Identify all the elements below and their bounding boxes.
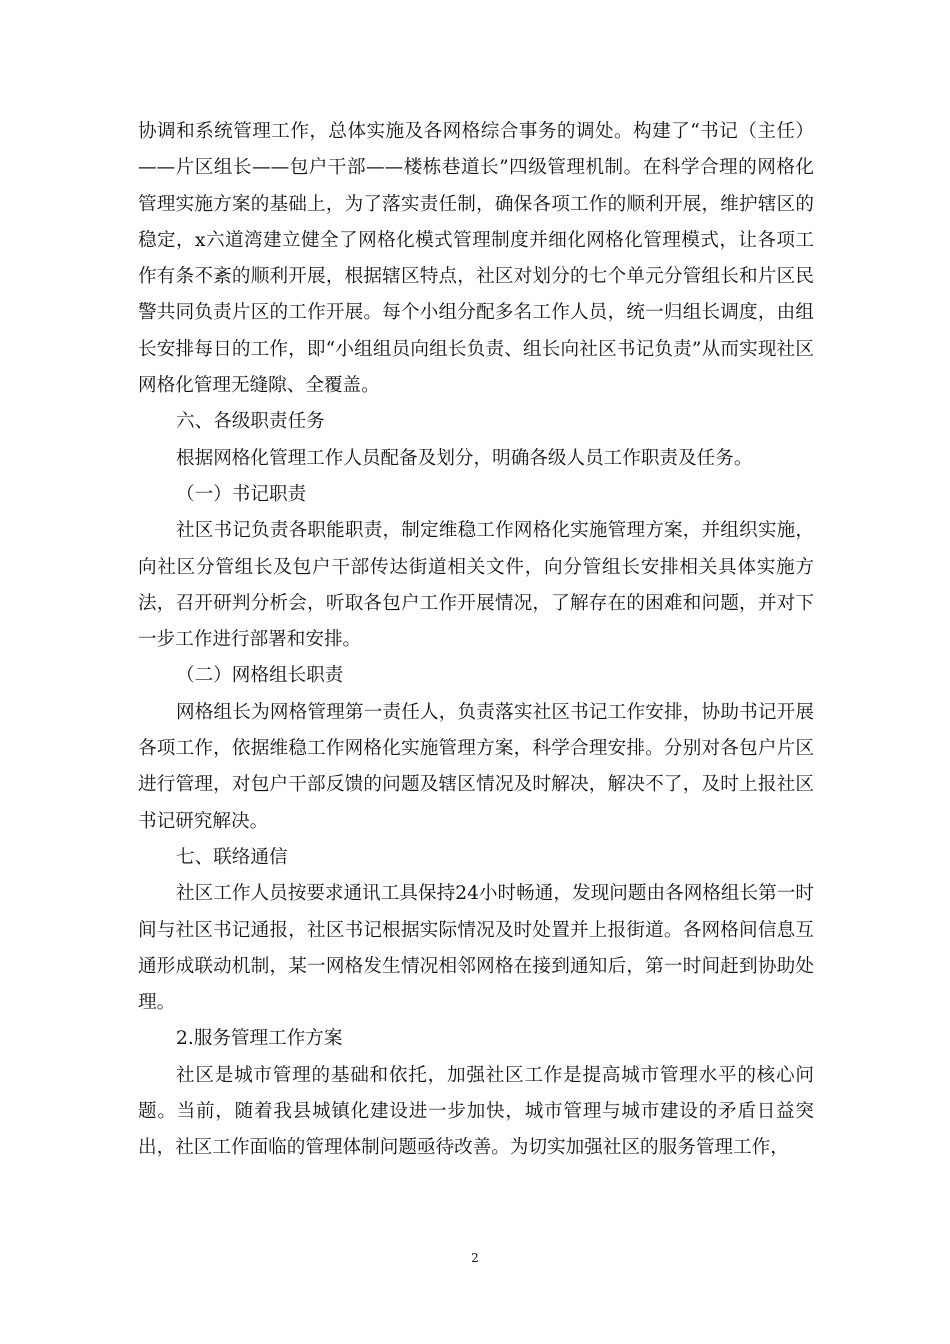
paragraph-grid-leader-duties: 网格组长为网格管理第一责任人，负责落实社区书记工作安排，协助书记开展各项工作，依据维稳工作网格化实施管理方案，科学合理安排。分别对各包户片区进行管理，对包户干部反馈的问题及辖区情况及时解决，解决不了，及时上报社区书记研究解决。 bbox=[138, 701, 814, 832]
paragraph-grid-management-structure: 协调和系统管理工作，总体实施及各网格综合事务的调处。构建了“书记（主任）——片区组长——包户干部——楼栋巷道长”四级管理机制。在科学合理的网格化管理实施方案的基础上，为了落实责任制，确保各项工作的顺利开展，维护辖区的稳定，x六道湾建立健全了网格化模式管理制度并细化网格化管理模式，让各项工作有条不紊的顺利开展，根据辖区特点，社区对划分的七个单元分管组长和片区民警共同负责片区的工作开展。每个小组分配多名工作人员，统一归组长调度，由组长安排每日的工作，即“小组组员向组长负责、组长向社区书记负责”从而实现社区网格化管理无缝隙、全覆盖。 bbox=[138, 121, 814, 397]
paragraph-communication: 社区工作人员按要求通讯工具保持24小时畅通，发现问题由各网格组长第一时间与社区书记通报，社区书记根据实际情况及时处置并上报街道。各网格间信息互通形成联动机制，某一网格发生情况相邻网格在接到通知后，第一时间赶到协助处理。 bbox=[138, 883, 814, 1014]
paragraph-secretary-duties: 社区书记负责各职能职责，制定维稳工作网格化实施管理方案，并组织实施，向社区分管组长及包户干部传达街道相关文件，向分管组长安排相关具体实施方法，召开研判分析会，听取各包户工作开展情况，了解存在的困难和问题，并对下一步工作进行部署和安排。 bbox=[138, 520, 814, 651]
paragraph-service-plan: 社区是城市管理的基础和依托，加强社区工作是提高城市管理水平的核心问题。当前，随着我县城镇化建设进一步加快，城市管理与城市建设的矛盾日益突出，社区工作面临的管理体制问题亟待改善。为切实加强社区的服务管理工作， bbox=[138, 1064, 814, 1159]
subsection-heading-secretary: （一）书记职责 bbox=[176, 483, 307, 505]
page-number: 2 bbox=[471, 1251, 479, 1265]
section-heading-service-plan: 2.服务管理工作方案 bbox=[176, 1028, 343, 1050]
subsection-heading-grid-leader: （二）网格组长职责 bbox=[176, 665, 344, 687]
section-heading-communication: 七、联络通信 bbox=[176, 846, 288, 868]
paragraph-responsibilities-intro: 根据网格化管理工作人员配备及划分，明确各级人员工作职责及任务。 bbox=[176, 447, 753, 469]
section-heading-responsibilities: 六、各级职责任务 bbox=[176, 411, 325, 433]
document-body bbox=[138, 114, 814, 1167]
